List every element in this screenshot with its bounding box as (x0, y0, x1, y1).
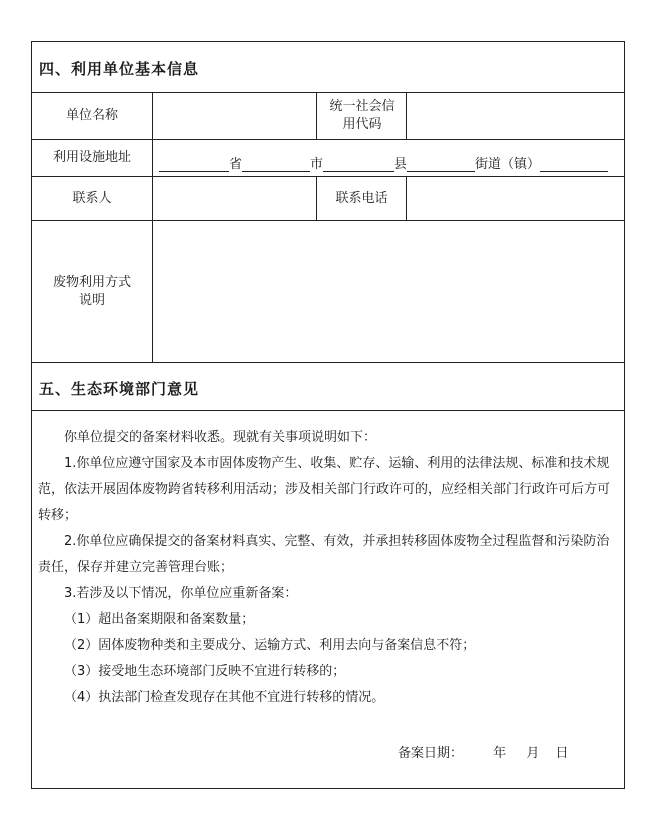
province-label: 省 (229, 156, 243, 172)
county-label: 县 (394, 156, 408, 172)
opinion-paragraph-1: 1.你单位应遵守国家及本市固体废物产生、收集、贮存、运输、利用的法律法规、标准和技术规范，依法开展固体废物跨省转移利用活动；涉及相关部门行政许可的，应经相关部门行政许可后方可转移； (38, 456, 611, 523)
opinion-item: （1）超出备案期限和备案数量； (64, 612, 255, 627)
street-label: 街道（镇） (475, 156, 541, 172)
year-label: 年 (493, 746, 507, 761)
county-blank[interactable] (323, 157, 394, 172)
phone-label: 联系电话 (335, 190, 388, 206)
unit-name-field[interactable] (153, 93, 316, 139)
street-blank[interactable] (407, 157, 475, 172)
credit-code-label: 统一社会信用代码 (329, 99, 395, 132)
filing-date-label: 备案日期： (398, 746, 464, 761)
divider (32, 410, 624, 411)
section-title-opinion: 五、生态环境部门意见 (39, 380, 200, 398)
opinion-item: （2）固体废物种类和主要成分、运输方式、利用去向与备案信息不符； (64, 638, 476, 653)
opinion-item: （4）执法部门检查发现存在其他不宜进行转移的情况。 (64, 690, 385, 705)
credit-code-field[interactable] (407, 93, 624, 139)
city-label: 市 (310, 156, 324, 172)
filing-form (31, 41, 625, 789)
opinion-intro: 你单位提交的备案材料收悉。现就有关事项说明如下： (64, 430, 377, 445)
usage-label: 废物利用方式说明 (52, 274, 131, 308)
address-label: 利用设施地址 (52, 150, 131, 165)
month-label: 月 (526, 746, 540, 761)
province-blank[interactable] (159, 157, 229, 172)
opinion-paragraph-2: 2.你单位应确保提交的备案材料真实、完整、有效，并承担转移固体废物全过程监督和污染防治责任，保存并建立完善管理台账； (38, 534, 610, 575)
day-label: 日 (555, 746, 569, 761)
address-field[interactable] (159, 145, 608, 179)
opinion-body (38, 425, 618, 711)
usage-field[interactable] (153, 221, 624, 362)
opinion-paragraph-3: 3.若涉及以下情况，你单位应重新备案： (64, 586, 298, 601)
divider (316, 92, 317, 139)
opinion-item: （3）接受地生态环境部门反映不宜进行转移的； (64, 664, 346, 679)
phone-field[interactable] (407, 177, 624, 220)
unit-name-label: 单位名称 (65, 108, 118, 123)
filing-date (398, 742, 568, 761)
contact-field[interactable] (153, 177, 316, 220)
contact-label: 联系人 (72, 190, 112, 206)
divider (32, 362, 624, 363)
section-title-basic-info: 四、利用单位基本信息 (39, 60, 200, 78)
street-detail-blank[interactable] (540, 157, 608, 172)
city-blank[interactable] (242, 157, 310, 172)
